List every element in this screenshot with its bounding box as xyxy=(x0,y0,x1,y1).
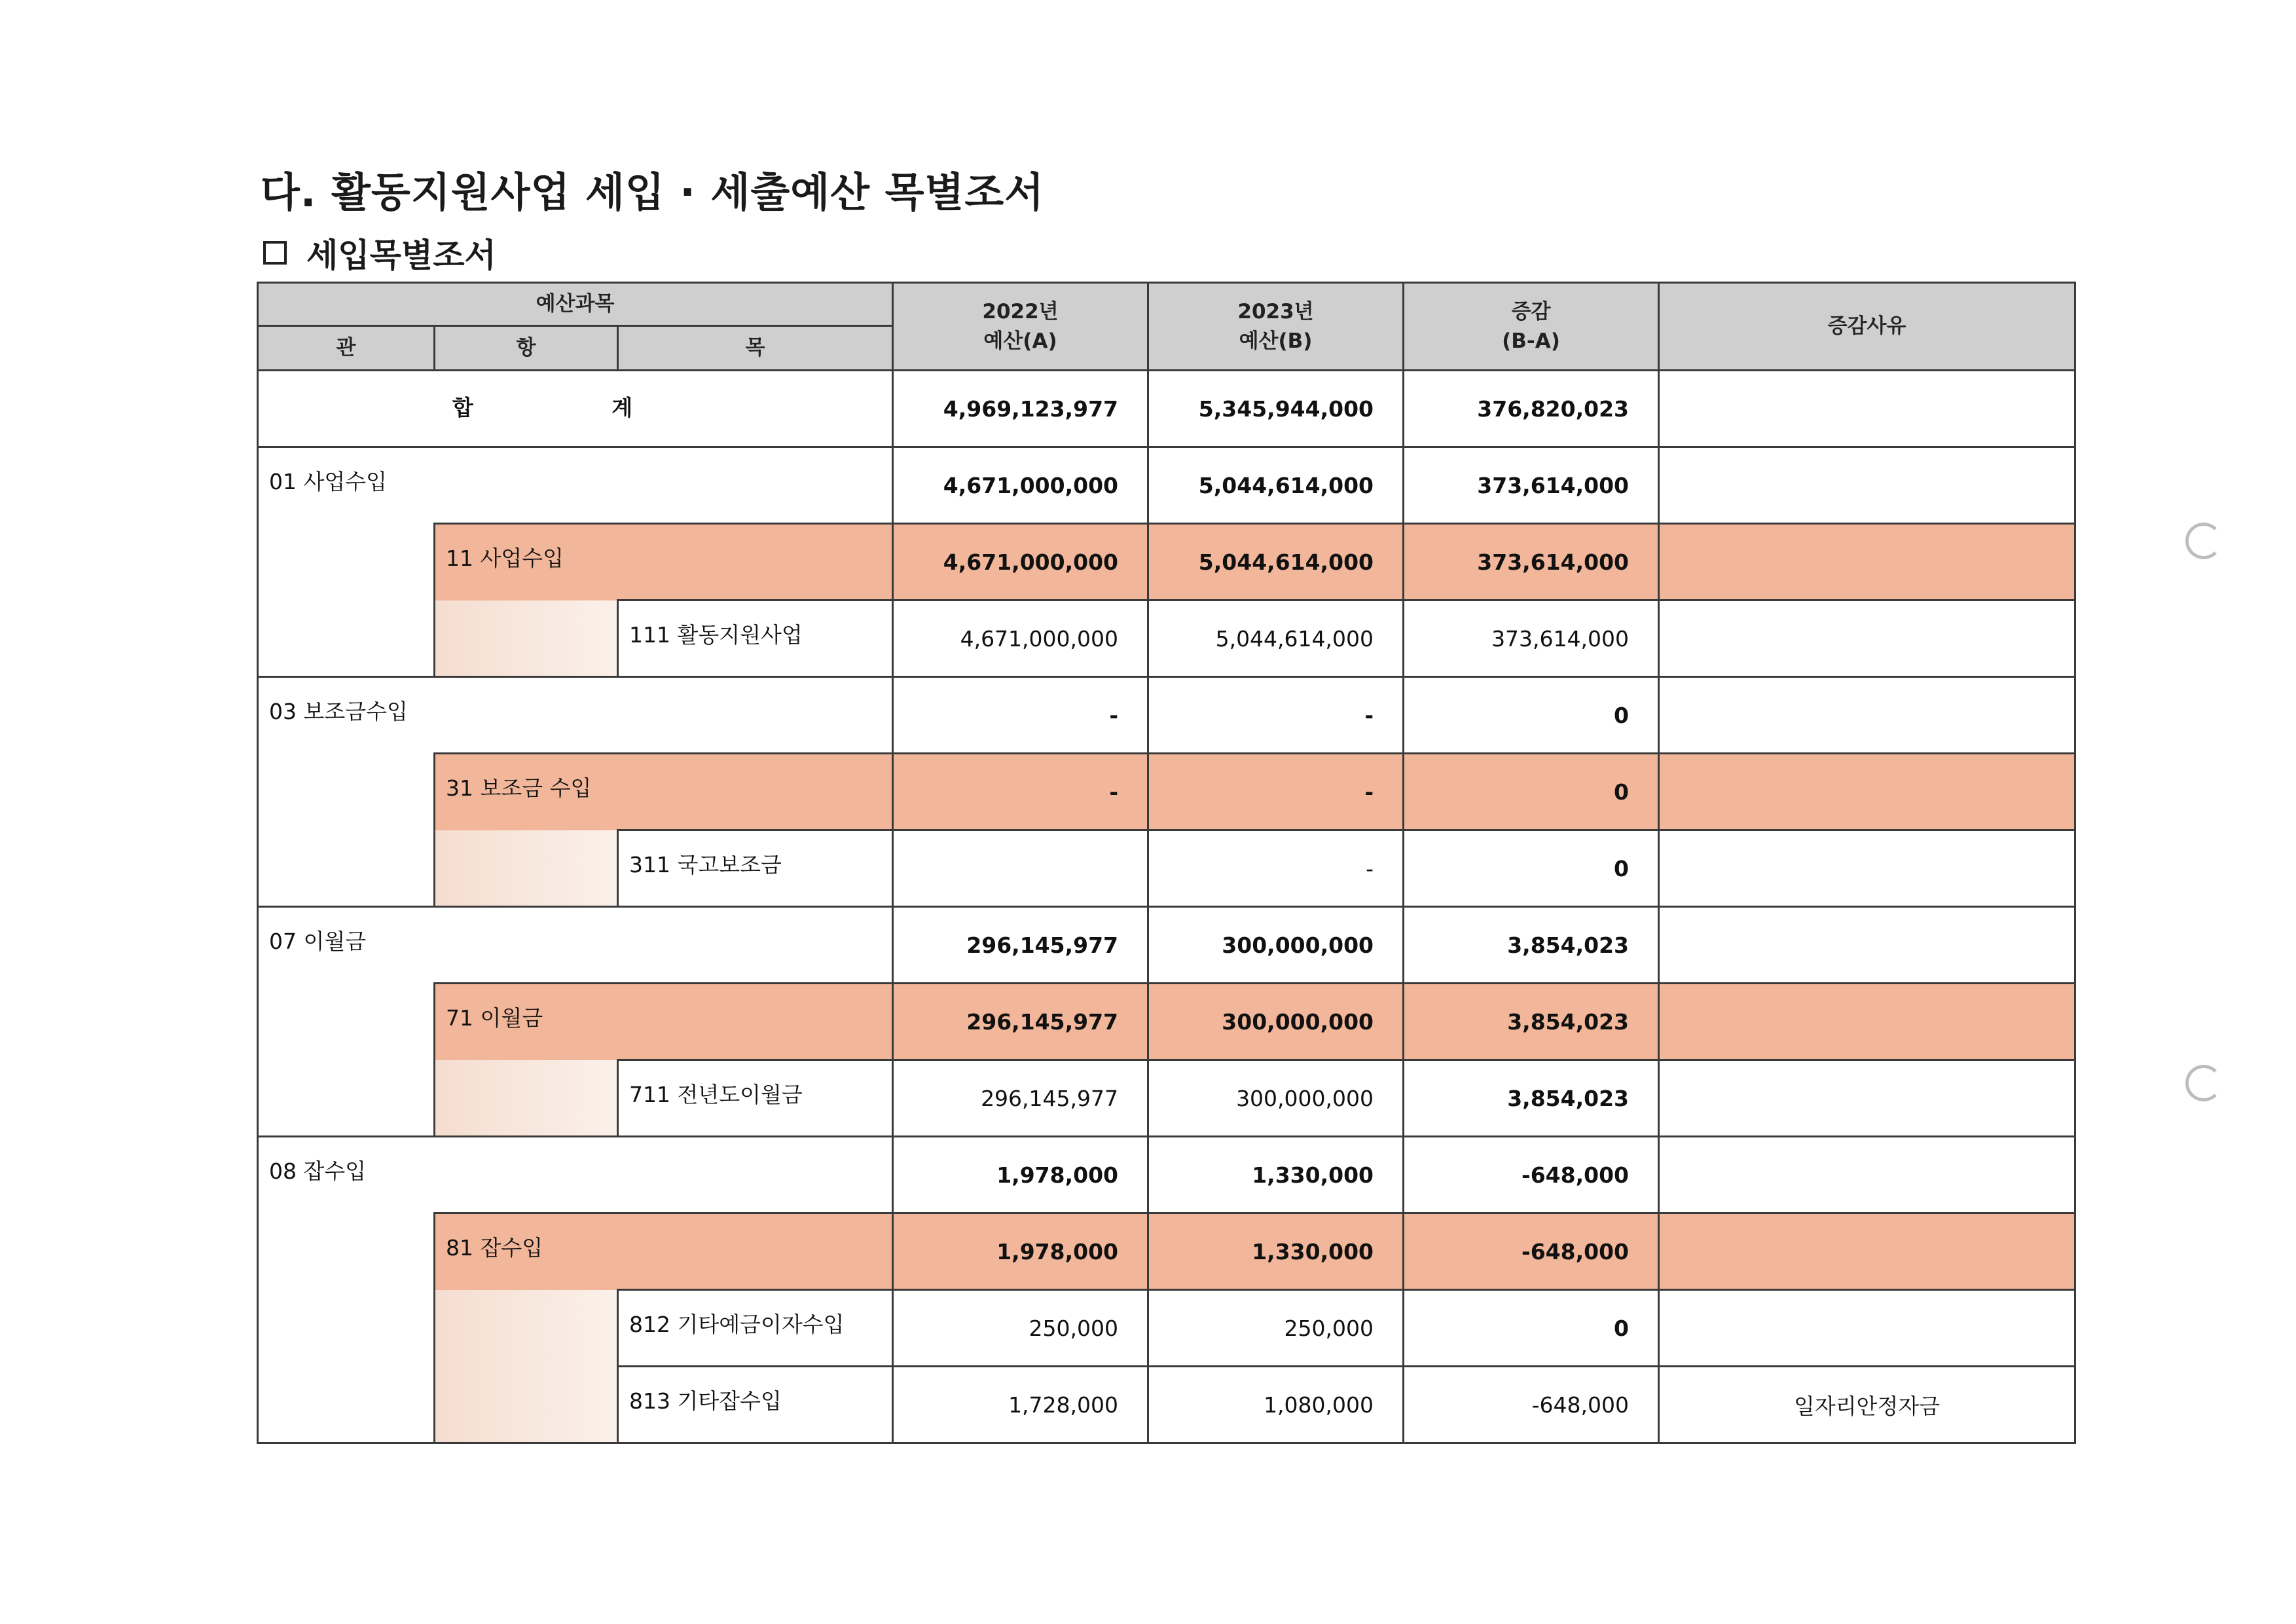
gwan-spacer xyxy=(258,754,435,907)
table-row xyxy=(258,1060,2075,1137)
hang-spacer xyxy=(435,1290,618,1443)
header-row xyxy=(258,283,2075,326)
cell-2022: 296,145,977 xyxy=(893,907,1148,984)
header-hang: 항 xyxy=(435,326,618,371)
header-2023-line2: 예산(B) xyxy=(1239,329,1313,353)
header-difference xyxy=(1404,283,1659,371)
header-2023-line1: 2023년 xyxy=(1237,299,1314,323)
hang-label: 31 보조금 수입 xyxy=(435,754,893,830)
cell-2023: 5,044,614,000 xyxy=(1148,524,1404,600)
cell-reason xyxy=(1659,1137,2075,1213)
cell-diff: 373,614,000 xyxy=(1404,524,1659,600)
total-diff: 376,820,023 xyxy=(1404,371,1659,447)
gwan-spacer xyxy=(258,524,435,677)
cell-diff: 3,854,023 xyxy=(1404,1060,1659,1137)
hang-label: 81 잡수입 xyxy=(435,1213,893,1290)
cell-diff: 373,614,000 xyxy=(1404,447,1659,524)
cell-2022: - xyxy=(893,677,1148,754)
header-diff-line1: 증감 xyxy=(1511,299,1551,323)
table-row xyxy=(258,754,2075,830)
total-label: 합 계 xyxy=(258,371,893,447)
header-2023-budget xyxy=(1148,283,1404,371)
gwan-label: 08 잡수입 xyxy=(258,1137,893,1213)
cell-2022: 1,728,000 xyxy=(893,1367,1148,1443)
gwan-label: 07 이월금 xyxy=(258,907,893,984)
header-2022-line1: 2022년 xyxy=(982,299,1059,323)
document-title: 다. 활동지원사업 세입 · 세출예산 목별조서 xyxy=(261,168,1045,216)
table-row xyxy=(258,1213,2075,1290)
cell-reason xyxy=(1659,1290,2075,1367)
cell-2023: 1,330,000 xyxy=(1148,1213,1404,1290)
cell-reason xyxy=(1659,1060,2075,1137)
total-row xyxy=(258,371,2075,447)
table-row xyxy=(258,600,2075,677)
cell-2022: 4,671,000,000 xyxy=(893,447,1148,524)
total-reason xyxy=(1659,371,2075,447)
punch-hole-icon xyxy=(2185,1065,2222,1101)
gwan-label: 01 사업수입 xyxy=(258,447,893,524)
cell-2023: 1,080,000 xyxy=(1148,1367,1404,1443)
cell-2022: 1,978,000 xyxy=(893,1137,1148,1213)
cell-reason xyxy=(1659,677,2075,754)
cell-diff: 3,854,023 xyxy=(1404,984,1659,1060)
cell-diff: 0 xyxy=(1404,677,1659,754)
mok-label: 311 국고보조금 xyxy=(618,830,893,907)
cell-diff: 0 xyxy=(1404,1290,1659,1367)
cell-diff: -648,000 xyxy=(1404,1213,1659,1290)
mok-label: 711 전년도이월금 xyxy=(618,1060,893,1137)
header-2022-line2: 예산(A) xyxy=(983,329,1057,353)
cell-diff: 3,854,023 xyxy=(1404,907,1659,984)
cell-2023: 1,330,000 xyxy=(1148,1137,1404,1213)
header-budget-subject: 예산과목 xyxy=(258,283,893,326)
table-row xyxy=(258,984,2075,1060)
cell-reason xyxy=(1659,754,2075,830)
header-2022-budget xyxy=(893,283,1148,371)
section-heading-text: 세입목별조서 xyxy=(306,236,496,274)
cell-2022: 250,000 xyxy=(893,1290,1148,1367)
cell-2023: 5,044,614,000 xyxy=(1148,600,1404,677)
revenue-budget-table xyxy=(257,282,2076,1444)
cell-diff: 0 xyxy=(1404,830,1659,907)
cell-2023: - xyxy=(1148,754,1404,830)
cell-2022: 4,671,000,000 xyxy=(893,524,1148,600)
mok-label: 813 기타잡수입 xyxy=(618,1367,893,1443)
cell-2022: - xyxy=(893,754,1148,830)
total-2023: 5,345,944,000 xyxy=(1148,371,1404,447)
cell-2023: 300,000,000 xyxy=(1148,1060,1404,1137)
table-row xyxy=(258,1290,2075,1367)
hang-label: 11 사업수입 xyxy=(435,524,893,600)
table-row xyxy=(258,830,2075,907)
punch-hole-icon xyxy=(2185,523,2222,559)
cell-diff: -648,000 xyxy=(1404,1137,1659,1213)
table-row xyxy=(258,907,2075,984)
cell-2023: 300,000,000 xyxy=(1148,907,1404,984)
cell-2023: 5,044,614,000 xyxy=(1148,447,1404,524)
header-gwan: 관 xyxy=(258,326,435,371)
table-row xyxy=(258,524,2075,600)
cell-2023: 250,000 xyxy=(1148,1290,1404,1367)
cell-2022: 1,978,000 xyxy=(893,1213,1148,1290)
gwan-label: 03 보조금수입 xyxy=(258,677,893,754)
header-reason: 증감사유 xyxy=(1659,283,2075,371)
total-2022: 4,969,123,977 xyxy=(893,371,1148,447)
cell-reason xyxy=(1659,600,2075,677)
checkbox-icon xyxy=(263,241,287,265)
cell-2023: - xyxy=(1148,830,1404,907)
table-row xyxy=(258,447,2075,524)
table-row xyxy=(258,1137,2075,1213)
cell-reason xyxy=(1659,447,2075,524)
gwan-spacer xyxy=(258,984,435,1137)
hang-spacer xyxy=(435,600,618,677)
hang-spacer xyxy=(435,830,618,907)
cell-reason: 일자리안정자금 xyxy=(1659,1367,2075,1443)
table-row xyxy=(258,677,2075,754)
hang-spacer xyxy=(435,1060,618,1137)
cell-reason xyxy=(1659,830,2075,907)
mok-label: 111 활동지원사업 xyxy=(618,600,893,677)
gwan-spacer xyxy=(258,1213,435,1443)
cell-2022 xyxy=(893,830,1148,907)
cell-2023: 300,000,000 xyxy=(1148,984,1404,1060)
header-mok: 목 xyxy=(618,326,893,371)
cell-2022: 4,671,000,000 xyxy=(893,600,1148,677)
cell-2022: 296,145,977 xyxy=(893,984,1148,1060)
cell-reason xyxy=(1659,984,2075,1060)
cell-2022: 296,145,977 xyxy=(893,1060,1148,1137)
section-heading xyxy=(263,229,496,276)
cell-reason xyxy=(1659,524,2075,600)
mok-label: 812 기타예금이자수입 xyxy=(618,1290,893,1367)
hang-label: 71 이월금 xyxy=(435,984,893,1060)
cell-reason xyxy=(1659,907,2075,984)
cell-reason xyxy=(1659,1213,2075,1290)
cell-diff: -648,000 xyxy=(1404,1367,1659,1443)
header-diff-line2: (B-A) xyxy=(1502,329,1560,353)
cell-diff: 0 xyxy=(1404,754,1659,830)
cell-2023: - xyxy=(1148,677,1404,754)
cell-diff: 373,614,000 xyxy=(1404,600,1659,677)
